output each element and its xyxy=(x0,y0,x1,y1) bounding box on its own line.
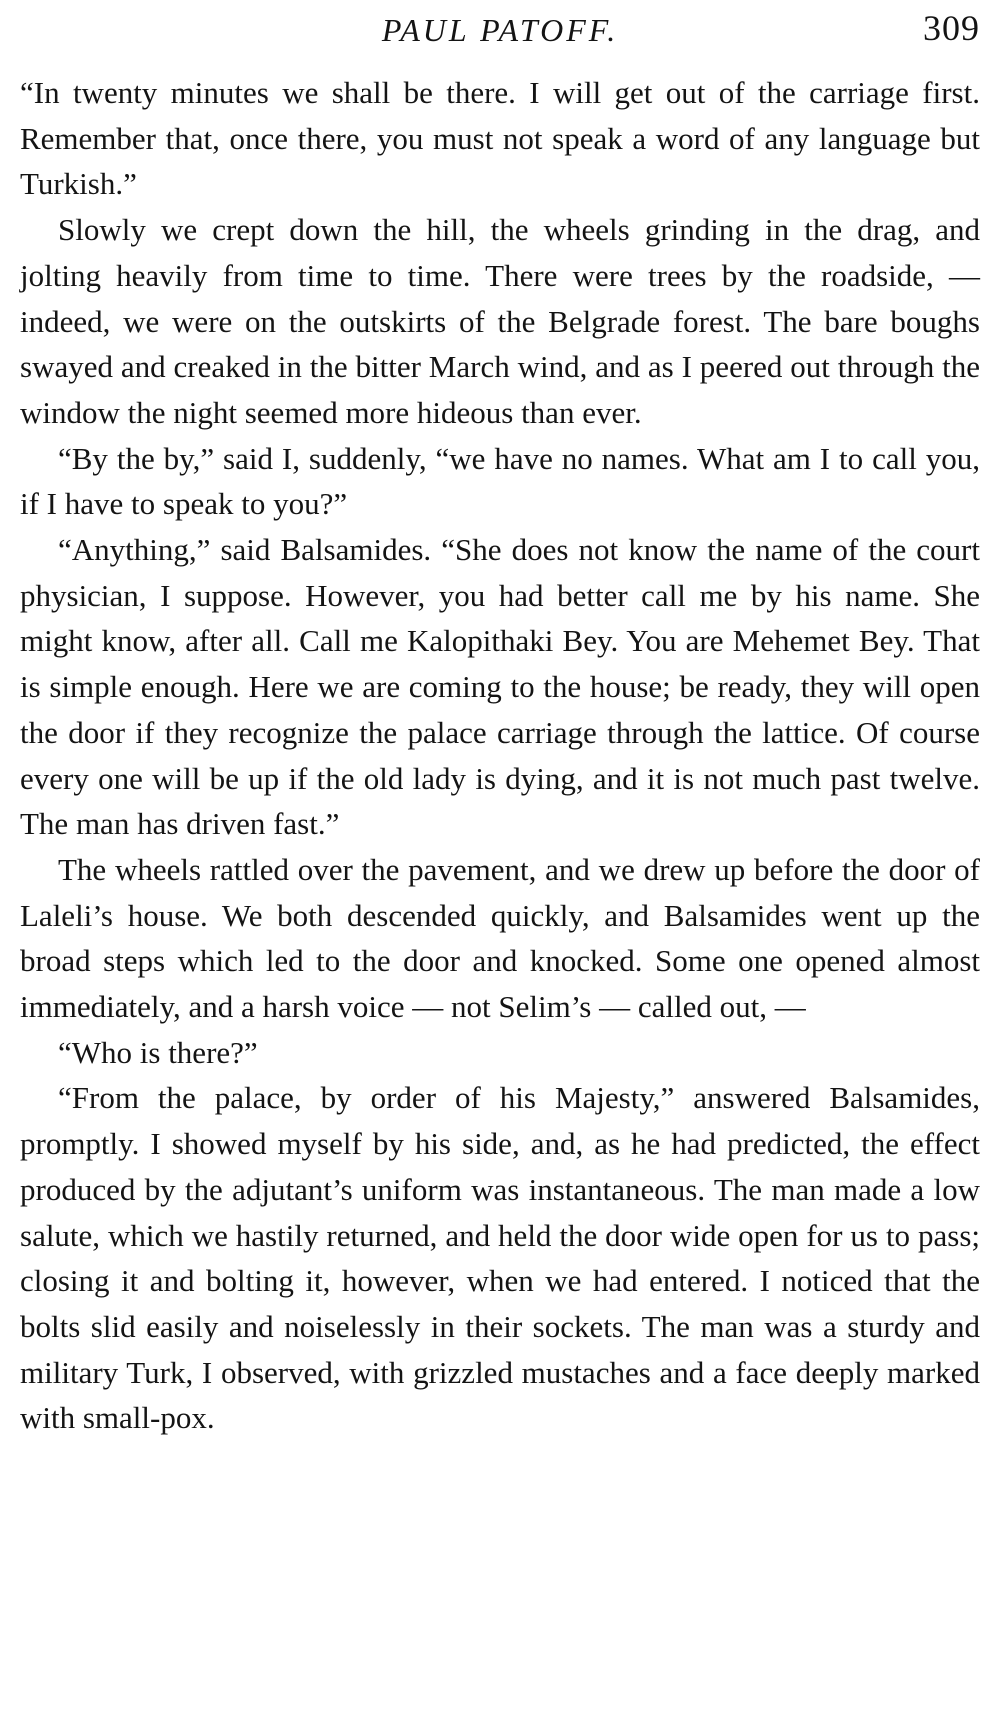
running-head xyxy=(20,0,980,66)
paragraph: “From the palace, by order of his Majesty,” answered Balsamides, promptly. I showed myself by his side, and, as he had predicted, the effect produced by the adjutant’s uniform was instantaneous. The man made a low salute, which we hastily returned, and held the door wide open for us to pass; closing it and bolting it, however, when we had entered. I noticed that the bolts slid easily and noiselessly in their sockets. The man was a sturdy and military Turk, I observed, with grizzled mustaches and a face deeply marked with small-pox. xyxy=(20,1080,980,1436)
paragraph: “In twenty minutes we shall be there. I will get out of the carriage first. Remember that, once there, you must not speak a word of any language but Turkish.” xyxy=(20,75,980,202)
paragraph: The wheels rattled over the pavement, and we drew up before the door of Laleli’s house. We both descended quickly, and Balsamides went up the broad steps which led to the door and knocked. Some one opened almost immediately, and a harsh voice — not Selim’s — called out, — xyxy=(20,851,980,1025)
paragraph: Slowly we crept down the hill, the wheels grinding in the drag, and jolting heavily from time to time. There were trees by the roadside, — indeed, we were on the outskirts of the Belgrade forest. The bare boughs swayed and creaked in the bitter March wind, and as I peered out through the window the night seemed more hideous than ever. xyxy=(20,212,980,430)
paragraph: “Anything,” said Balsamides. “She does not know the name of the court physician, I suppose. However, you had better call me by his name. She might know, after all. Call me Kalopithaki Bey. You are Mehemet Bey. That is simple enough. Here we are coming to the house; be ready, they will open the door if they recognize the palace carriage through the lattice. Of course every one will be up if the old lady is dying, and it is not much past twelve. The man has driven fast.” xyxy=(20,532,980,842)
running-title: PAUL PATOFF. xyxy=(381,12,619,48)
body-text xyxy=(20,70,980,1441)
page-number: 309 xyxy=(923,8,980,48)
paragraph: “By the by,” said I, suddenly, “we have no names. What am I to call you, if I have to speak to you?” xyxy=(20,440,980,522)
book-page xyxy=(20,0,980,1724)
paragraph: “Who is there?” xyxy=(58,1034,258,1070)
